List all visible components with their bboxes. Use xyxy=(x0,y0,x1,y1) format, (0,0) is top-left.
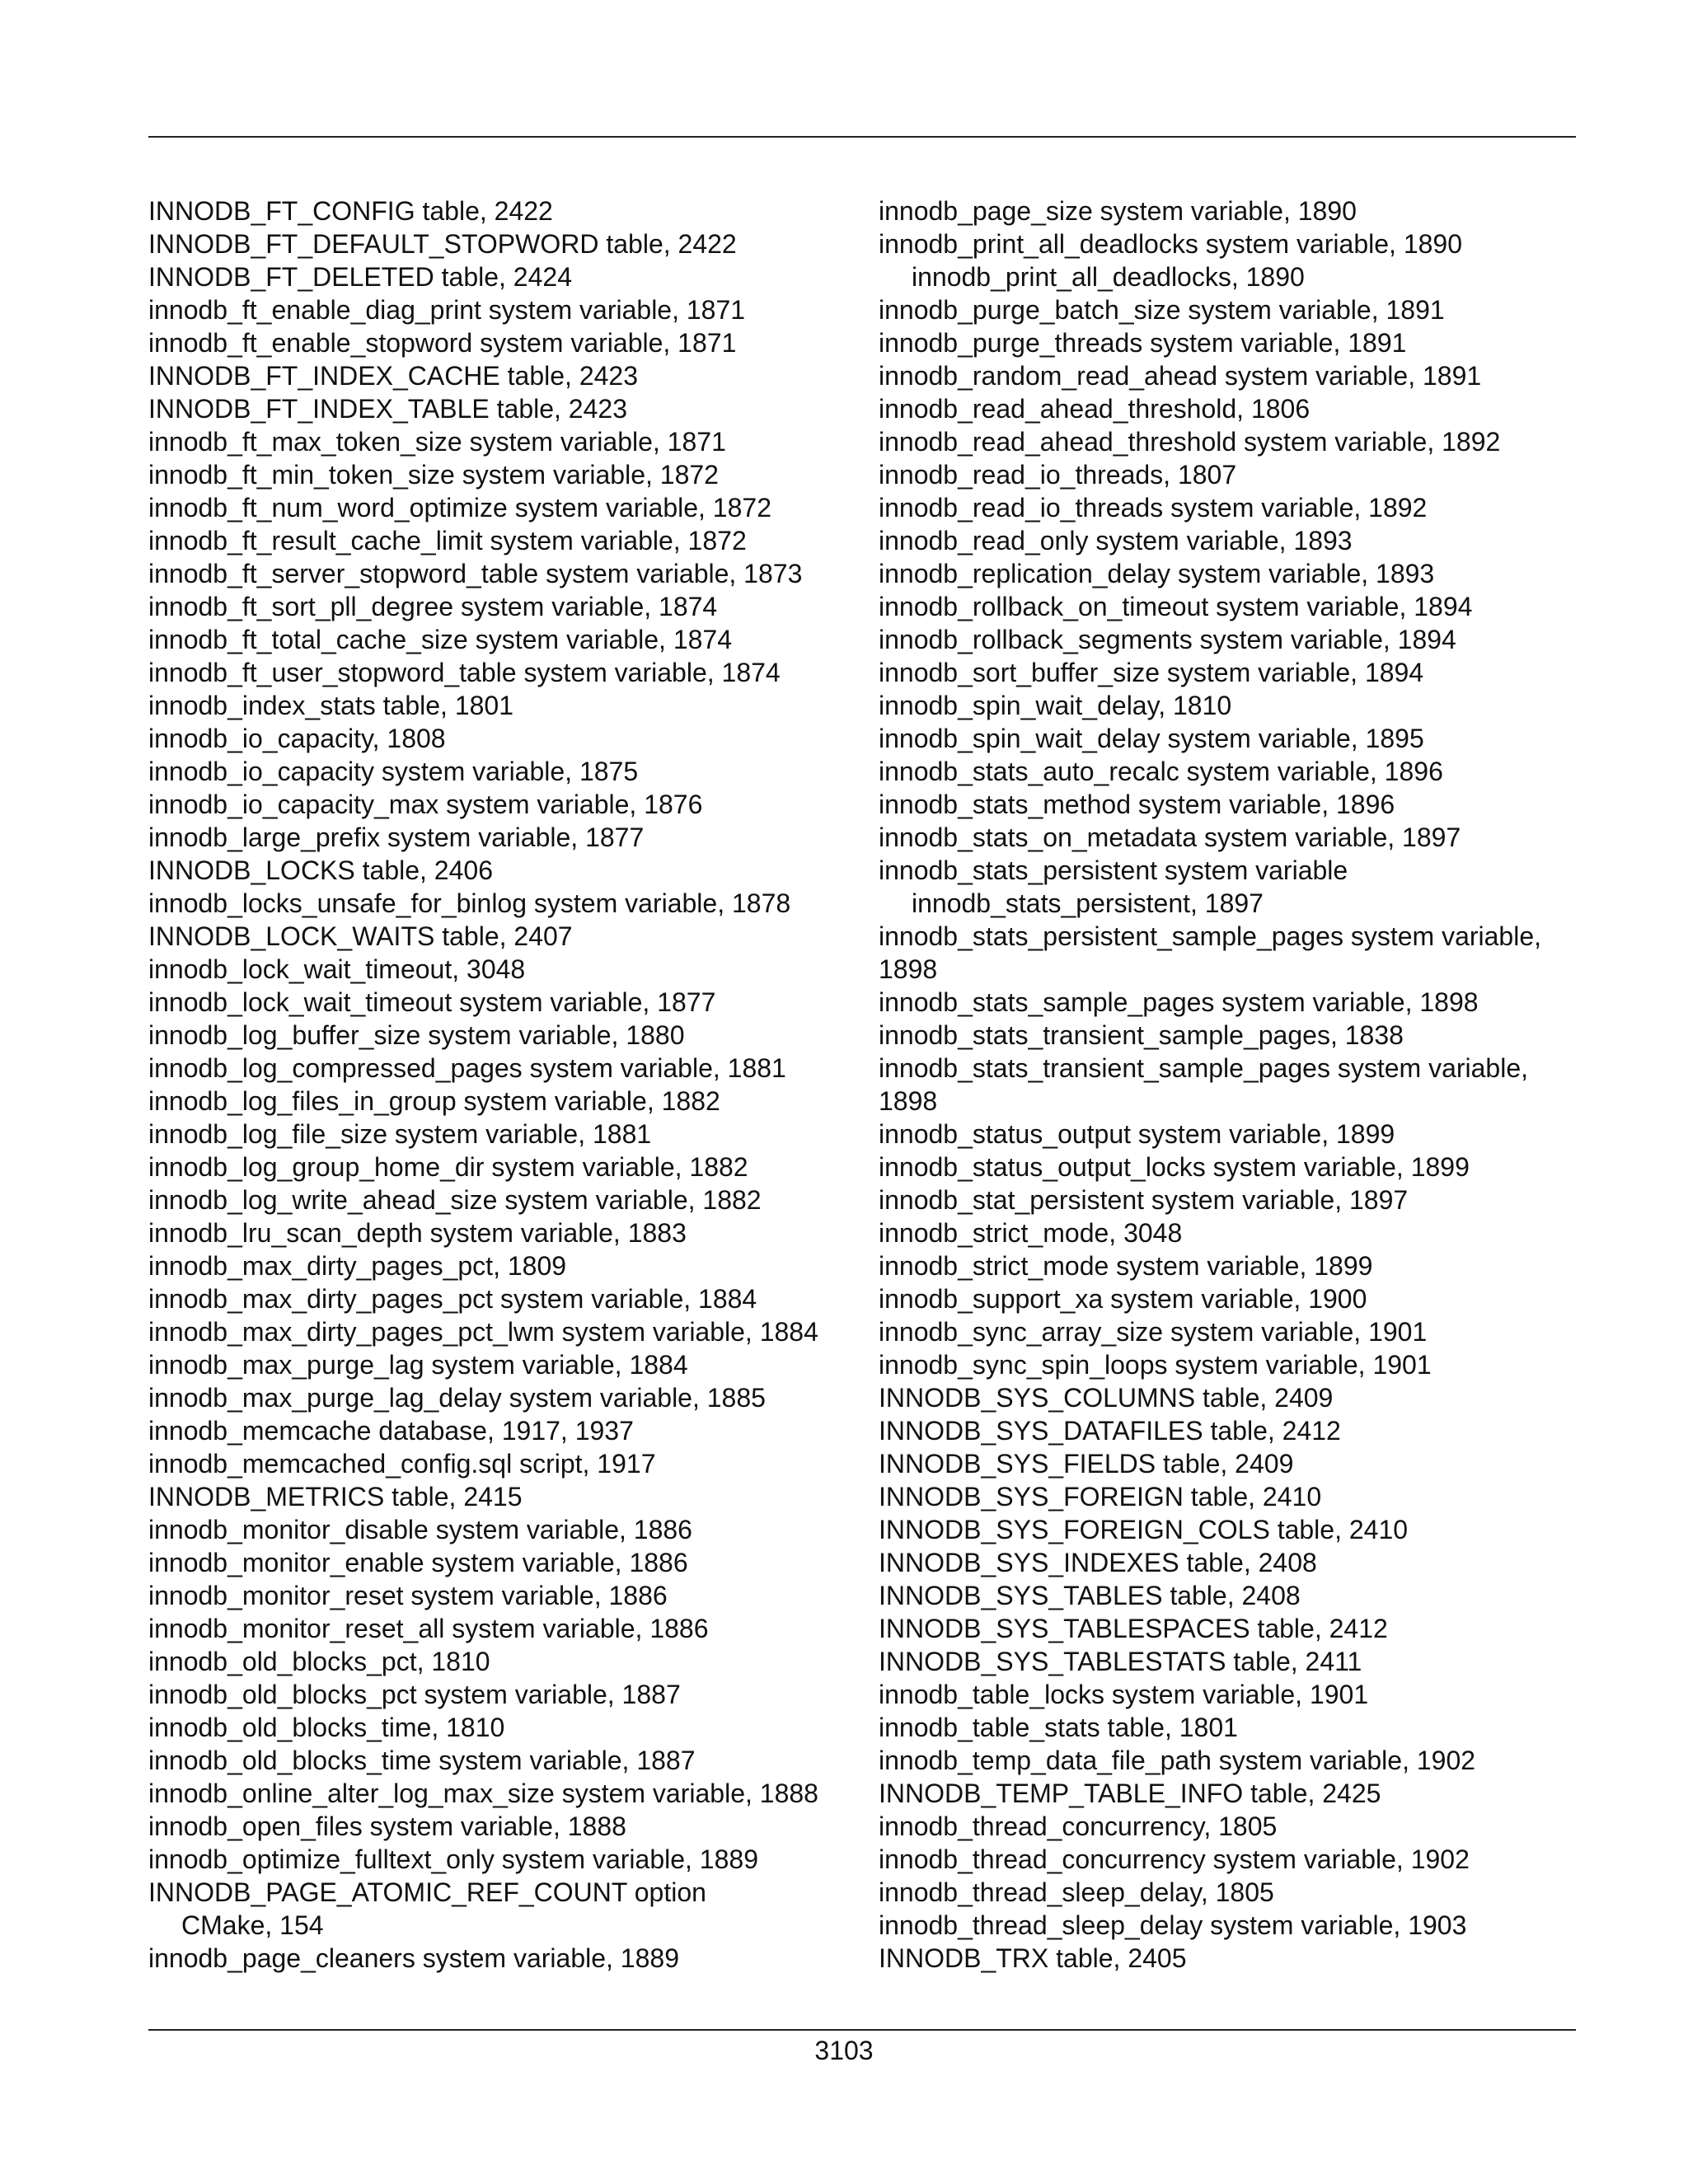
index-entry: innodb_strict_mode system variable, 1899 xyxy=(879,1251,1373,1281)
index-entry: innodb_stats_method system variable, 1896 xyxy=(879,790,1395,819)
index-entry: innodb_sync_spin_loops system variable, 1901 xyxy=(879,1350,1432,1380)
index-entry: innodb_old_blocks_time system variable, 1887 xyxy=(148,1746,696,1775)
index-entry: innodb_old_blocks_pct system variable, 1887 xyxy=(148,1680,681,1709)
index-entry: INNODB_FT_DELETED table, 2424 xyxy=(148,262,572,292)
index-entry: innodb_max_purge_lag system variable, 1884 xyxy=(148,1350,688,1380)
index-entry: innodb_stats_persistent system variable xyxy=(879,855,1348,885)
index-entry: innodb_page_cleaners system variable, 1889 xyxy=(148,1943,679,1973)
index-entry: innodb_spin_wait_delay, 1810 xyxy=(879,691,1232,720)
footer-rule xyxy=(148,2029,1576,2031)
index-entry: innodb_stats_sample_pages system variable, 1898 xyxy=(879,987,1479,1017)
index-entry: innodb_ft_enable_stopword system variable, 1871 xyxy=(148,328,737,358)
index-entry: INNODB_PAGE_ATOMIC_REF_COUNT option xyxy=(148,1877,706,1907)
index-entry: innodb_ft_max_token_size system variable, 1871 xyxy=(148,427,726,457)
index-entry: innodb_max_purge_lag_delay system variable, 1885 xyxy=(148,1383,766,1413)
index-entry: innodb_ft_user_stopword_table system variable, 1874 xyxy=(148,658,781,687)
index-entry: innodb_ft_sort_pll_degree system variable, 1874 xyxy=(148,592,718,621)
index-entry: INNODB_SYS_INDEXES table, 2408 xyxy=(879,1548,1317,1577)
index-entry: 1898 xyxy=(879,954,938,984)
index-entry: innodb_random_read_ahead system variable, 1891 xyxy=(879,361,1482,391)
index-entry: innodb_open_files system variable, 1888 xyxy=(148,1811,626,1841)
index-entry: innodb_online_alter_log_max_size system variable, 1888 xyxy=(148,1779,818,1808)
index-entry: innodb_status_output_locks system variable, 1899 xyxy=(879,1152,1470,1182)
index-entry: innodb_lock_wait_timeout, 3048 xyxy=(148,954,526,984)
index-entry: innodb_memcached_config.sql script, 1917 xyxy=(148,1449,656,1479)
index-entry: innodb_support_xa system variable, 1900 xyxy=(879,1284,1367,1314)
index-entry: innodb_monitor_enable system variable, 1886 xyxy=(148,1548,688,1577)
index-entry: innodb_log_file_size system variable, 1881 xyxy=(148,1119,652,1149)
index-entry: innodb_ft_total_cache_size system variable, 1874 xyxy=(148,625,732,654)
index-column-right xyxy=(879,194,1579,1975)
index-entry: INNODB_SYS_FOREIGN table, 2410 xyxy=(879,1482,1322,1511)
index-entry: innodb_log_files_in_group system variable, 1882 xyxy=(148,1086,720,1116)
index-entry: innodb_rollback_segments system variable, 1894 xyxy=(879,625,1456,654)
index-entry: innodb_stats_persistent_sample_pages system variable, xyxy=(879,921,1542,951)
index-entry: innodb_ft_num_word_optimize system variable, 1872 xyxy=(148,493,771,523)
index-entry: innodb_io_capacity_max system variable, 1876 xyxy=(148,790,703,819)
index-entry: innodb_thread_concurrency, 1805 xyxy=(879,1811,1278,1841)
index-subentry: innodb_stats_persistent, 1897 xyxy=(912,888,1264,918)
index-entry: innodb_sync_array_size system variable, 1901 xyxy=(879,1317,1428,1347)
index-entry: innodb_optimize_fulltext_only system variable, 1889 xyxy=(148,1844,758,1874)
index-entry: innodb_io_capacity system variable, 1875 xyxy=(148,757,639,786)
index-entry: innodb_io_capacity, 1808 xyxy=(148,724,446,753)
index-entry: innodb_purge_threads system variable, 1891 xyxy=(879,328,1407,358)
index-entry: innodb_ft_min_token_size system variable, 1872 xyxy=(148,460,719,490)
index-entry: innodb_read_io_threads system variable, 1892 xyxy=(879,493,1428,523)
index-entry: innodb_sort_buffer_size system variable, 1894 xyxy=(879,658,1424,687)
index-entry: INNODB_SYS_TABLES table, 2408 xyxy=(879,1581,1301,1610)
page-number: 3103 xyxy=(814,2036,874,2065)
index-entry: innodb_index_stats table, 1801 xyxy=(148,691,514,720)
index-entry: innodb_purge_batch_size system variable, 1891 xyxy=(879,295,1445,325)
index-column-left xyxy=(148,194,849,1975)
index-entry: INNODB_FT_INDEX_CACHE table, 2423 xyxy=(148,361,638,391)
index-entry: innodb_read_ahead_threshold system variable, 1892 xyxy=(879,427,1501,457)
index-entry: innodb_lru_scan_depth system variable, 1883 xyxy=(148,1218,687,1248)
index-entry: innodb_thread_sleep_delay system variable, 1903 xyxy=(879,1910,1467,1940)
index-entry: innodb_ft_result_cache_limit system variable, 1872 xyxy=(148,526,747,555)
index-entry: INNODB_SYS_TABLESPACES table, 2412 xyxy=(879,1614,1388,1643)
index-entry: INNODB_METRICS table, 2415 xyxy=(148,1482,523,1511)
index-entry: innodb_ft_server_stopword_table system variable, 1873 xyxy=(148,559,803,588)
index-entry: innodb_rollback_on_timeout system variable, 1894 xyxy=(879,592,1473,621)
index-entry: innodb_stats_transient_sample_pages system variable, xyxy=(879,1053,1529,1083)
index-entry: INNODB_TEMP_TABLE_INFO table, 2425 xyxy=(879,1779,1381,1808)
index-entry: innodb_max_dirty_pages_pct, 1809 xyxy=(148,1251,567,1281)
index-entry: innodb_large_prefix system variable, 1877 xyxy=(148,823,645,852)
index-entry: innodb_stat_persistent system variable, 1897 xyxy=(879,1185,1409,1215)
index-entry: INNODB_TRX table, 2405 xyxy=(879,1943,1187,1973)
index-entry: innodb_log_write_ahead_size system variable, 1882 xyxy=(148,1185,762,1215)
index-entry: INNODB_LOCK_WAITS table, 2407 xyxy=(148,921,573,951)
index-entry: innodb_read_ahead_threshold, 1806 xyxy=(879,394,1311,424)
index-entry: innodb_max_dirty_pages_pct_lwm system variable, 1884 xyxy=(148,1317,818,1347)
header-rule xyxy=(148,136,1576,138)
index-entry: INNODB_FT_CONFIG table, 2422 xyxy=(148,196,553,226)
index-subentry: CMake, 154 xyxy=(181,1910,324,1940)
index-entry: innodb_temp_data_file_path system variable, 1902 xyxy=(879,1746,1476,1775)
index-entry: INNODB_SYS_FIELDS table, 2409 xyxy=(879,1449,1294,1479)
index-entry: innodb_log_buffer_size system variable, 1880 xyxy=(148,1020,685,1050)
index-entry: innodb_monitor_reset system variable, 1886 xyxy=(148,1581,668,1610)
index-entry: innodb_replication_delay system variable, 1893 xyxy=(879,559,1435,588)
index-entry: innodb_print_all_deadlocks system variable, 1890 xyxy=(879,229,1462,259)
index-entry: INNODB_LOCKS table, 2406 xyxy=(148,855,493,885)
index-entry: innodb_thread_concurrency system variable, 1902 xyxy=(879,1844,1470,1874)
index-entry: INNODB_SYS_COLUMNS table, 2409 xyxy=(879,1383,1334,1413)
index-entry: innodb_old_blocks_time, 1810 xyxy=(148,1713,505,1742)
index-entry: INNODB_FT_DEFAULT_STOPWORD table, 2422 xyxy=(148,229,737,259)
index-entry: innodb_log_group_home_dir system variable, 1882 xyxy=(148,1152,748,1182)
index-entry: innodb_stats_transient_sample_pages, 1838 xyxy=(879,1020,1404,1050)
index-entry: innodb_stats_auto_recalc system variable, 1896 xyxy=(879,757,1443,786)
index-entry: INNODB_SYS_FOREIGN_COLS table, 2410 xyxy=(879,1515,1409,1544)
index-entry: innodb_read_only system variable, 1893 xyxy=(879,526,1353,555)
index-entry: innodb_lock_wait_timeout system variable, 1877 xyxy=(148,987,716,1017)
index-entry: innodb_stats_on_metadata system variable, 1897 xyxy=(879,823,1461,852)
index-entry: innodb_read_io_threads, 1807 xyxy=(879,460,1237,490)
index-entry: innodb_monitor_reset_all system variable, 1886 xyxy=(148,1614,709,1643)
index-entry: innodb_ft_enable_diag_print system variable, 1871 xyxy=(148,295,746,325)
index-entry: innodb_max_dirty_pages_pct system variable, 1884 xyxy=(148,1284,757,1314)
index-entry: INNODB_SYS_TABLESTATS table, 2411 xyxy=(879,1647,1362,1676)
index-entry: innodb_table_locks system variable, 1901 xyxy=(879,1680,1369,1709)
index-entry: innodb_status_output system variable, 1899 xyxy=(879,1119,1395,1149)
index-entry: innodb_locks_unsafe_for_binlog system variable, 1878 xyxy=(148,888,791,918)
index-entry: 1898 xyxy=(879,1086,938,1116)
index-entry: innodb_page_size system variable, 1890 xyxy=(879,196,1357,226)
index-entry: innodb_thread_sleep_delay, 1805 xyxy=(879,1877,1274,1907)
index-entry: innodb_strict_mode, 3048 xyxy=(879,1218,1183,1248)
index-entry: innodb_old_blocks_pct, 1810 xyxy=(148,1647,490,1676)
index-entry: innodb_log_compressed_pages system variable, 1881 xyxy=(148,1053,786,1083)
index-entry: innodb_monitor_disable system variable, 1886 xyxy=(148,1515,692,1544)
index-entry: innodb_table_stats table, 1801 xyxy=(879,1713,1238,1742)
index-entry: INNODB_FT_INDEX_TABLE table, 2423 xyxy=(148,394,627,424)
index-subentry: innodb_print_all_deadlocks, 1890 xyxy=(912,262,1305,292)
index-entry: INNODB_SYS_DATAFILES table, 2412 xyxy=(879,1416,1341,1446)
index-entry: innodb_spin_wait_delay system variable, 1895 xyxy=(879,724,1424,753)
index-entry: innodb_memcache database, 1917, 1937 xyxy=(148,1416,634,1446)
